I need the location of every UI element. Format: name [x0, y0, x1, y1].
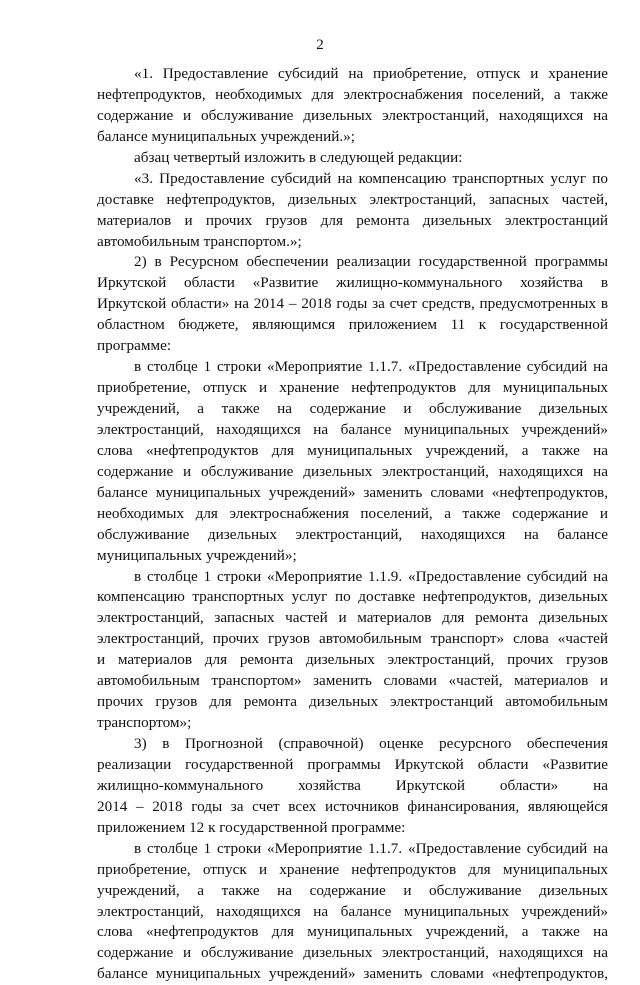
text-line: Иркутской области «Развитие жилищно-коммунального хозяйства в — [97, 274, 608, 292]
text-line: учреждений, а также на содержание и обслуживание дизельных — [97, 881, 608, 899]
text-line: материалов и прочих грузов для ремонта дизельных электростанций — [97, 211, 608, 229]
text-line: автомобильным транспортом.»; — [97, 232, 302, 250]
text-line: обслуживание дизельных электростанций, находящихся на балансе — [97, 525, 608, 543]
text-line: областном бюджете, являющимся приложением 11 к государственной — [97, 316, 608, 334]
text-line: прочих грузов для ремонта дизельных электростанций автомобильным — [97, 693, 608, 711]
text-line: электростанций, запасных частей и материалов для ремонта дизельных — [97, 609, 608, 627]
text-line: в столбце 1 строки «Мероприятие 1.1.7. «Предоставление субсидий на — [134, 839, 608, 857]
text-line: приложением 12 к государственной программе: — [97, 818, 406, 836]
text-line: реализации государственной программы Иркутской области «Развитие — [97, 755, 608, 773]
text-line: жилищно-коммунального хозяйства Иркутской области» на — [97, 776, 608, 794]
text-line: приобретение, отпуск и хранение нефтепродуктов для муниципальных — [97, 860, 608, 878]
text-line: Иркутской области» на 2014 – 2018 годы за счет средств, предусмотренных в — [97, 295, 608, 313]
text-line: слова «нефтепродуктов для муниципальных учреждений, а также на — [97, 441, 608, 459]
text-line: нефтепродуктов, необходимых для электроснабжения поселений, а также — [97, 85, 608, 103]
page-number: 2 — [316, 37, 324, 53]
text-line: «3. Предоставление субсидий на компенсацию транспортных услуг по — [134, 169, 608, 187]
text-line: в столбце 1 строки «Мероприятие 1.1.7. «Предоставление субсидий на — [134, 358, 608, 376]
text-line: программе: — [97, 337, 172, 355]
text-line: необходимых для электроснабжения поселений, а также содержание и — [97, 504, 608, 522]
text-line: учреждений, а также на содержание и обслуживание дизельных — [97, 400, 608, 417]
text-line: слова «нефтепродуктов для муниципальных учреждений, а также на — [97, 923, 608, 941]
document-body — [97, 64, 608, 985]
text-line: 2014 – 2018 годы за счет всех источников финансирования, являющейся — [97, 797, 608, 815]
text-line: доставке нефтепродуктов, дизельных электростанций, запасных частей, — [97, 190, 608, 208]
text-line: электростанций, находящихся на балансе муниципальных учреждений» — [97, 902, 608, 920]
text-line: автомобильным транспортом» заменить словами «частей, материалов и — [97, 672, 608, 690]
text-line: транспортом»; — [97, 714, 192, 732]
text-line: абзац четвертый изложить в следующей редакции: — [134, 148, 463, 166]
text-line: электростанций, находящихся на балансе муниципальных учреждений» — [97, 420, 608, 438]
text-line: 3) в Прогнозной (справочной) оценке ресурсного обеспечения — [134, 735, 608, 752]
text-line: муниципальных учреждений»; — [97, 546, 297, 564]
text-line: приобретение, отпуск и хранение нефтепродуктов для муниципальных — [97, 379, 608, 397]
text-line: содержание и обслуживание дизельных электростанций, находящихся на — [97, 462, 608, 480]
text-line: содержание и обслуживание дизельных электростанций, находящихся на — [97, 106, 608, 124]
text-line: 2) в Ресурсном обеспечении реализации государственной программы — [134, 253, 608, 271]
text-line: балансе муниципальных учреждений» заменить словами «нефтепродуктов, — [97, 483, 608, 501]
text-line: и материалов для ремонта дизельных электростанций, прочих грузов — [97, 651, 608, 669]
text-line: «1. Предоставление субсидий на приобретение, отпуск и хранение — [134, 65, 608, 82]
text-line: электростанций, прочих грузов автомобильным транспорт» слова «частей — [97, 630, 608, 648]
text-line: балансе муниципальных учреждений» заменить словами «нефтепродуктов, — [97, 965, 608, 983]
text-line: содержание и обслуживание дизельных электростанций, находящихся на — [97, 944, 608, 962]
text-line: балансе муниципальных учреждений.»; — [97, 127, 355, 145]
text-line: компенсацию транспортных услуг по доставке нефтепродуктов, дизельных — [97, 588, 608, 606]
text-line: в столбце 1 строки «Мероприятие 1.1.9. «Предоставление субсидий на — [134, 567, 608, 585]
